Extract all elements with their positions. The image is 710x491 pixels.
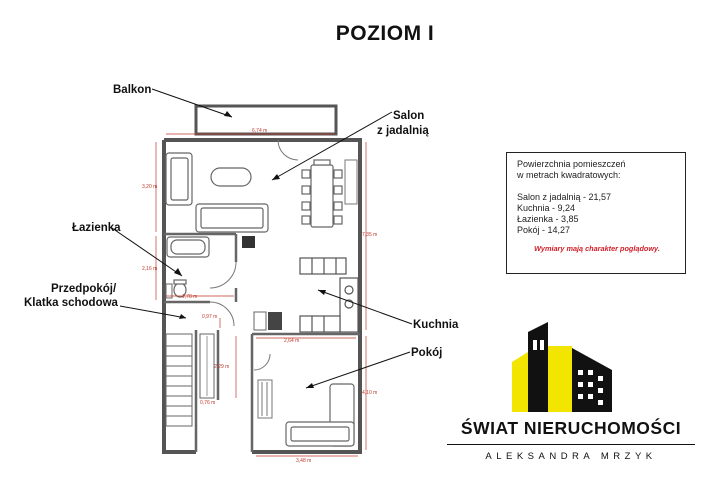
corner-sofa-icon [286, 384, 354, 446]
dim-room-width: 3,48 m [296, 458, 312, 464]
label-salon-line1: Salon [393, 110, 425, 122]
dim-right-height: 7,35 m [362, 232, 378, 238]
dim-bathroom-width: 1,78 m [182, 294, 198, 300]
label-przedpokoj-line2: Klatka schodowa [24, 297, 118, 309]
page-title: POZIOM I [335, 22, 435, 45]
info-row-kuchnia: Kuchnia - 9,24 [517, 203, 576, 213]
dining-table-icon [302, 160, 342, 227]
label-kuchnia: Kuchnia [413, 319, 459, 331]
sofa-icon [166, 153, 268, 232]
dim-kitchen-width: 2,64 m [284, 338, 300, 344]
bathtub-icon [167, 237, 209, 257]
label-salon-line2: z jadalnią [377, 125, 429, 137]
label-przedpokoj-line1: Przedpokój/ [51, 283, 117, 295]
dim-bathroom-height: 2,16 m [142, 266, 158, 272]
brand-name: ŚWIAT NIERUCHOMOŚCI [460, 418, 682, 438]
coffee-table-icon [211, 168, 251, 186]
info-heading-line2: w metrach kwadratowych: [517, 170, 621, 180]
dim-room-height: 4,10 m [362, 390, 378, 396]
label-pokoj: Pokój [411, 347, 443, 359]
brand-divider [447, 444, 695, 445]
dim-balcony-width: 6,74 m [252, 128, 268, 134]
fridge-icon [268, 312, 282, 330]
label-balkon: Balkon [113, 84, 152, 96]
cabinet-icon [254, 312, 266, 330]
info-heading-line1: Powierzchnia pomieszczeń [517, 159, 626, 169]
dim-hall-height: 2,29 m [214, 364, 230, 370]
info-note: Wymiary mają charakter poglądowy. [534, 244, 660, 253]
info-row-lazienka: Łazienka - 3,85 [517, 214, 579, 224]
dim-salon-height: 3,20 m [142, 184, 158, 190]
brand-subtitle: ALEKSANDRA MRZYK [485, 451, 657, 462]
label-lazienka: Łazienka [72, 222, 121, 234]
dim-hall-width: 0,97 m [202, 314, 218, 320]
window-radiator-icon [345, 160, 357, 204]
building-logo-icon [512, 322, 612, 412]
dim-wardrobe-width: 0,76 m [200, 400, 216, 406]
staircase-icon [166, 334, 192, 426]
info-row-pokoj: Pokój - 14,27 [517, 225, 571, 235]
radiator-icon [258, 380, 272, 418]
kitchen-counter-icon [300, 258, 358, 332]
info-row-salon: Salon z jadalnią - 21,57 [517, 192, 612, 202]
column [242, 236, 255, 248]
area-info-box [506, 152, 686, 274]
